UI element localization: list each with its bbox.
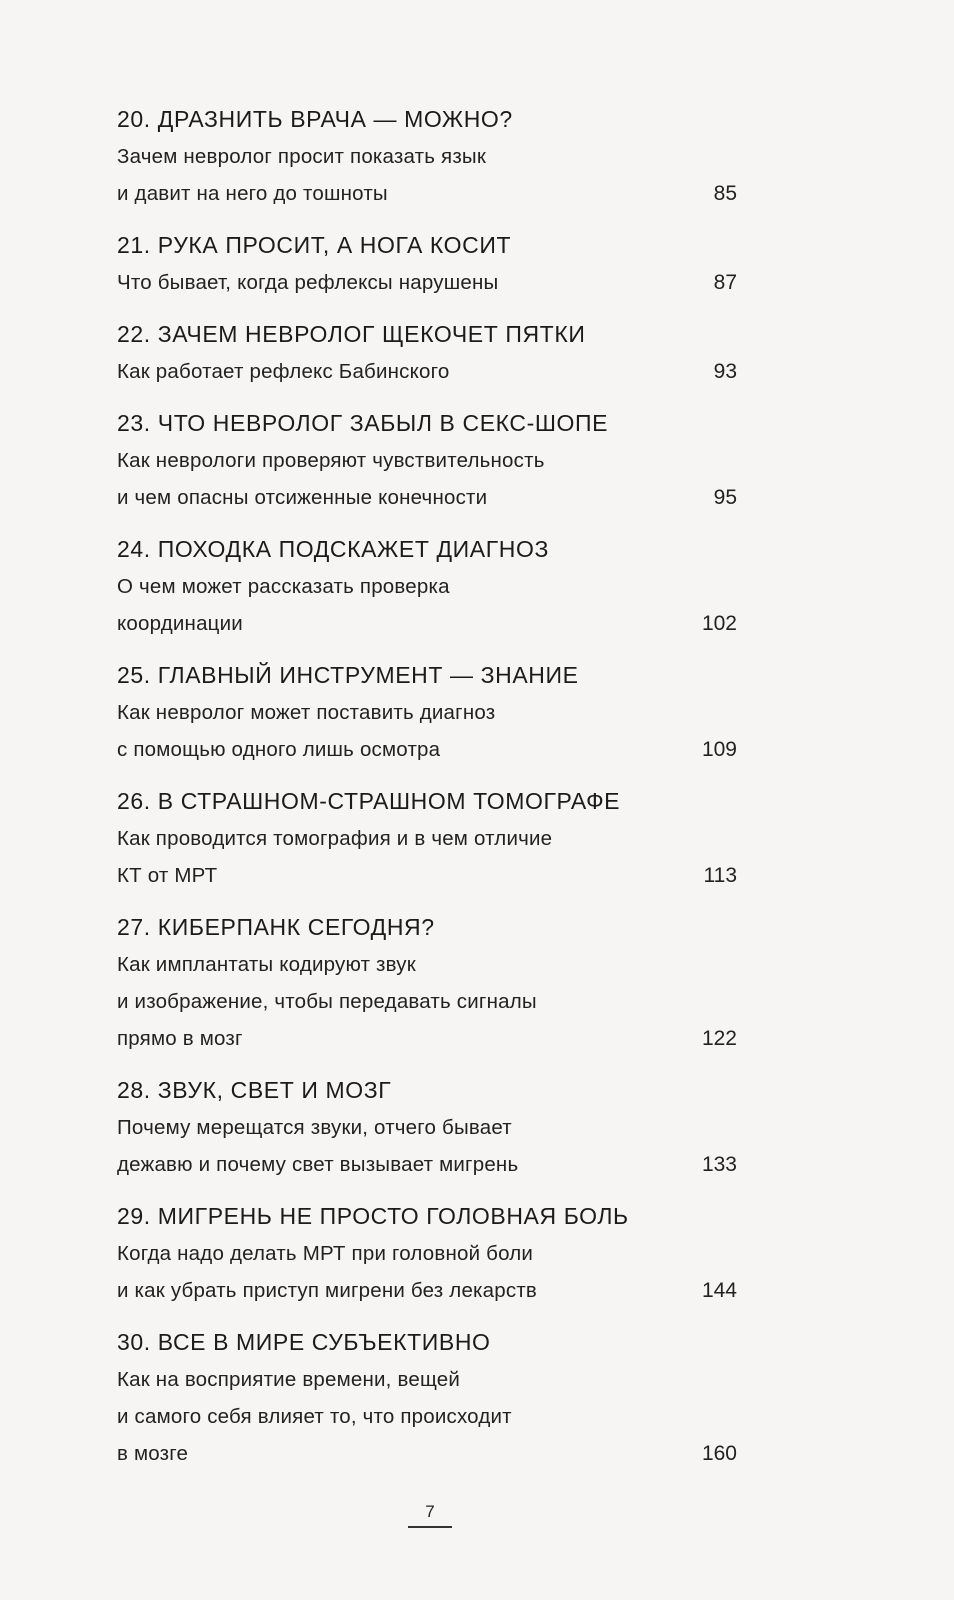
toc-entry-description: Как на восприятие времени, вещей и самого себя влияет то, что происходит в мозге bbox=[117, 1368, 512, 1465]
toc-entry-title: 20. ДРАЗНИТЬ ВРАЧА — МОЖНО? bbox=[117, 106, 513, 132]
toc-entry-description: Что бывает, когда рефлексы нарушены bbox=[117, 271, 499, 294]
toc-entry-title: 28. ЗВУК, СВЕТ И МОЗГ bbox=[117, 1077, 392, 1103]
toc-entry-page-number: 102 bbox=[701, 612, 737, 635]
toc-entry-21 bbox=[117, 226, 757, 301]
toc-entry-page-number: 87 bbox=[713, 271, 737, 294]
toc-entry-page-number: 85 bbox=[713, 182, 737, 205]
toc-entry-title: 29. МИГРЕНЬ НЕ ПРОСТО ГОЛОВНАЯ БОЛЬ bbox=[117, 1203, 629, 1229]
folio-underline bbox=[408, 1526, 452, 1528]
toc-entry-title: 25. ГЛАВНЫЙ ИНСТРУМЕНТ — ЗНАНИЕ bbox=[117, 662, 579, 688]
toc-entry-title: 21. РУКА ПРОСИТ, А НОГА КОСИТ bbox=[117, 232, 512, 258]
toc-entry-28 bbox=[117, 1071, 757, 1183]
toc-entry-title: 30. ВСЕ В МИРЕ СУБЪЕКТИВНО bbox=[117, 1329, 491, 1355]
toc-entry-description: Когда надо делать МРТ при головной боли и как убрать приступ мигрени без лекарств bbox=[117, 1242, 538, 1302]
toc-entry-page-number: 144 bbox=[701, 1279, 737, 1302]
toc-entry-25 bbox=[117, 656, 757, 768]
toc-entry-29 bbox=[117, 1197, 757, 1309]
toc-entry-30 bbox=[117, 1323, 757, 1472]
toc-entry-description: Как работает рефлекс Бабинского bbox=[117, 360, 450, 383]
toc-entry-20 bbox=[117, 100, 757, 212]
toc-entry-27 bbox=[117, 908, 757, 1057]
toc-entry-23 bbox=[117, 404, 757, 516]
table-of-contents bbox=[117, 100, 757, 1486]
toc-entry-title: 26. В СТРАШНОМ-СТРАШНОМ ТОМОГРАФЕ bbox=[117, 788, 621, 814]
toc-entry-page-number: 160 bbox=[701, 1442, 737, 1465]
toc-entry-24 bbox=[117, 530, 757, 642]
toc-entry-description: Зачем невролог просит показать язык и давит на него до тошноты bbox=[117, 145, 487, 205]
toc-entry-title: 24. ПОХОДКА ПОДСКАЖЕТ ДИАГНОЗ bbox=[117, 536, 549, 562]
toc-entry-description: О чем может рассказать проверка координации bbox=[117, 575, 450, 635]
toc-entry-title: 23. ЧТО НЕВРОЛОГ ЗАБЫЛ В СЕКС-ШОПЕ bbox=[117, 410, 609, 436]
toc-entry-description: Как имплантаты кодируют звук и изображение, чтобы передавать сигналы прямо в мозг bbox=[117, 953, 537, 1050]
toc-entry-page-number: 113 bbox=[703, 864, 737, 887]
toc-entry-page-number: 133 bbox=[701, 1153, 737, 1176]
toc-entry-page-number: 122 bbox=[701, 1027, 737, 1050]
folio-number: 7 bbox=[425, 1502, 435, 1521]
toc-entry-page-number: 93 bbox=[713, 360, 737, 383]
toc-entry-title: 27. КИБЕРПАНК СЕГОДНЯ? bbox=[117, 914, 435, 940]
toc-entry-description: Как невролог может поставить диагноз с помощью одного лишь осмотра bbox=[117, 701, 496, 761]
toc-entry-26 bbox=[117, 782, 757, 894]
toc-entry-description: Как неврологи проверяют чувствительность и чем опасны отсиженные конечности bbox=[117, 449, 545, 509]
toc-entry-description: Как проводится томография и в чем отличие КТ от МРТ bbox=[117, 827, 553, 887]
toc-entry-description: Почему мерещатся звуки, отчего бывает дежавю и почему свет вызывает мигрень bbox=[117, 1116, 519, 1176]
toc-entry-title: 22. ЗАЧЕМ НЕВРОЛОГ ЩЕКОЧЕТ ПЯТКИ bbox=[117, 321, 586, 347]
toc-entry-page-number: 109 bbox=[701, 738, 737, 761]
page-folio bbox=[405, 1500, 455, 1528]
toc-entry-page-number: 95 bbox=[713, 486, 737, 509]
toc-entry-22 bbox=[117, 315, 757, 390]
